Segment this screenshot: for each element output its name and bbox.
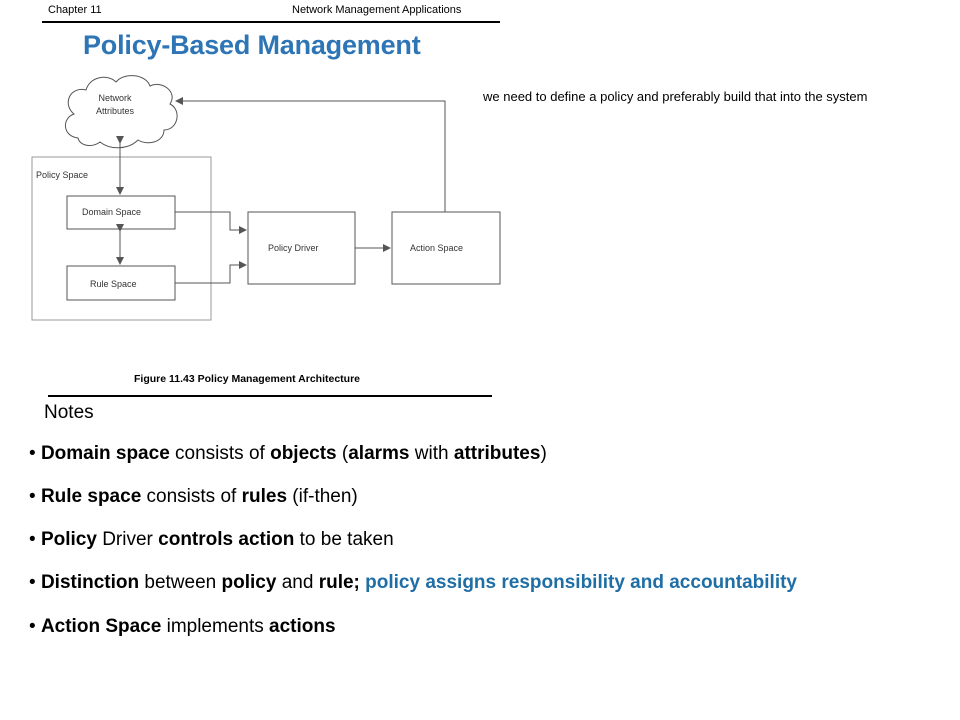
action-space-label: Action Space (410, 243, 464, 253)
section-label: Network Management Applications (292, 4, 462, 16)
bullet-marker: • (29, 616, 36, 637)
notes-heading: Notes (44, 402, 94, 423)
term-action-space: Action Space (40, 616, 162, 637)
network-attributes-label-2: Attributes (95, 106, 135, 116)
text: consists of (169, 443, 271, 464)
text: consists of (141, 486, 242, 507)
policy-driver-label: Policy Driver (268, 243, 319, 253)
text: ( (336, 443, 349, 464)
figure-caption: Figure 11.43 Policy Management Architecture (134, 373, 361, 385)
text: Driver (96, 529, 159, 550)
bullet-marker: • (29, 443, 36, 464)
bullet-marker: • (29, 572, 36, 593)
term-policy: policy (221, 572, 277, 593)
term-rules: rules (241, 486, 288, 507)
text: implements (161, 616, 270, 637)
text: (if-then) (287, 486, 358, 507)
term-actions: actions (269, 616, 336, 637)
term-alarms: alarms (348, 443, 410, 464)
network-attributes-cloud (65, 76, 177, 148)
domain-space-label: Domain Space (82, 207, 142, 217)
term-policy: Policy (40, 529, 97, 550)
page-title: Policy-Based Management (83, 30, 421, 60)
term-rule-space: Rule space (40, 486, 142, 507)
text: and (276, 572, 319, 593)
caption-rule (48, 395, 492, 397)
term-objects: objects (270, 443, 337, 464)
list-item (29, 616, 336, 638)
chapter-label: Chapter 11 (48, 4, 102, 16)
highlight-responsibility: policy assigns responsibility and accountability (365, 572, 797, 593)
text: ) (540, 443, 547, 464)
text: to be taken (294, 529, 394, 550)
text: with (409, 443, 454, 464)
term-distinction: Distinction (40, 572, 140, 593)
term-attributes: attributes (453, 443, 541, 464)
network-attributes-label-1: Network (98, 93, 132, 103)
list-item (29, 572, 797, 594)
bullet-marker: • (29, 529, 36, 550)
policy-space-label: Policy Space (36, 170, 89, 180)
list-item (29, 529, 394, 551)
bullet-marker: • (29, 486, 36, 507)
side-note: we need to define a policy and preferably build that into the system (483, 89, 868, 104)
term-controls-action: controls action (158, 529, 295, 550)
list-item (29, 486, 358, 508)
text: between (139, 572, 222, 593)
term-domain-space: Domain space (40, 443, 170, 464)
rule-space-label: Rule Space (90, 279, 137, 289)
term-rule: rule; (318, 572, 360, 593)
list-item (29, 443, 547, 465)
